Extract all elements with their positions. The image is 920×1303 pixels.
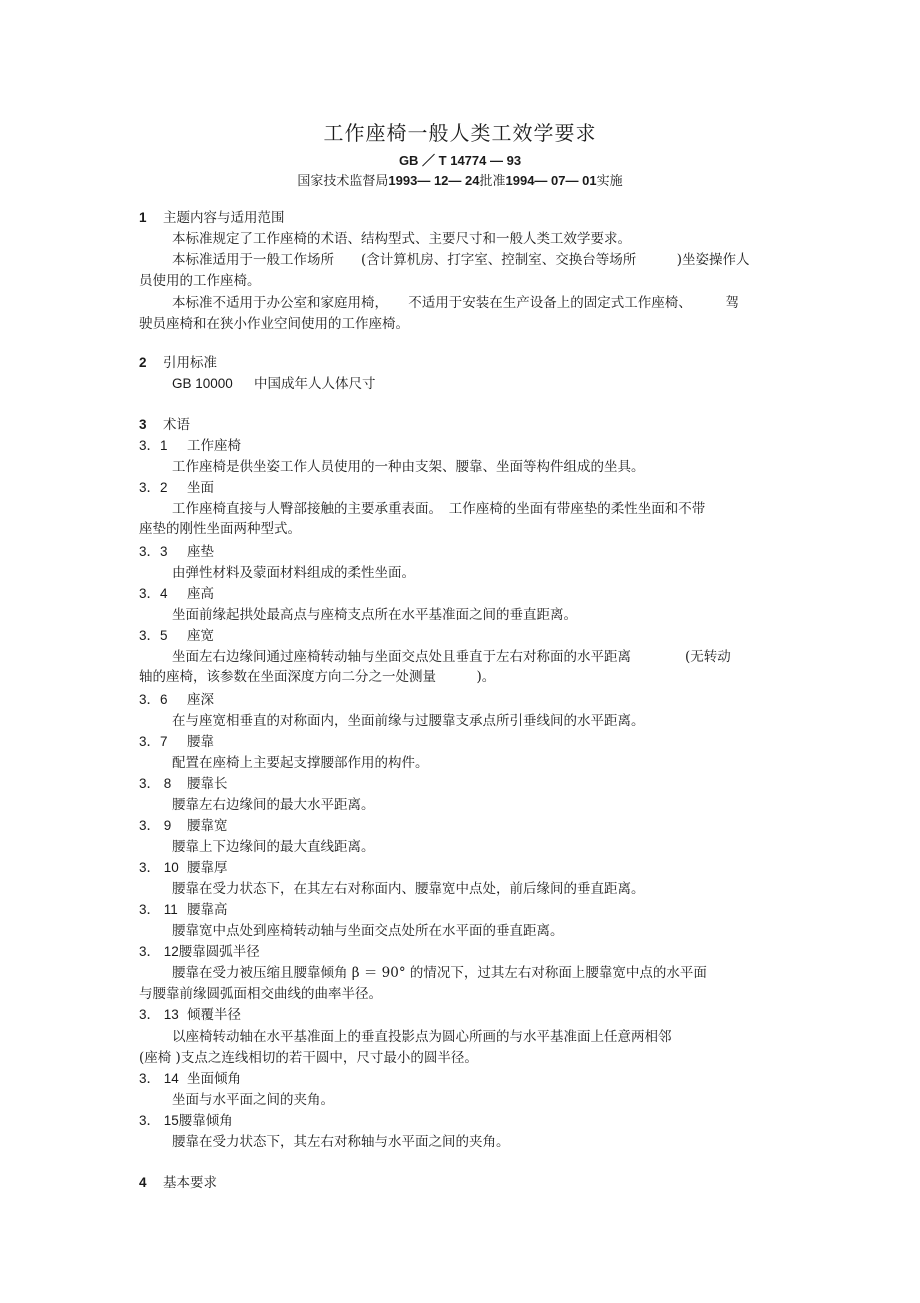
section-heading-1 [139,210,285,226]
reference-entry [172,376,376,392]
term-heading [139,438,241,454]
term-heading [139,734,214,750]
term-definition-continuation: 座垫的刚性坐面两种型式。 [139,521,301,537]
section-number: 4 [139,1175,147,1190]
section-number: 3 [139,417,147,432]
standard-code: GB ／ T 14774 — 93 [398,153,522,168]
section-heading-2 [139,355,217,371]
term-title: 腰靠圆弧半径 [178,944,260,960]
paragraph: 本标准规定了工作座椅的术语、结构型式、主要尺寸和一般人类工效学要求。 [172,231,631,247]
term-definition: 工作座椅是供坐姿工作人员使用的一种由支架、腰靠、坐面等构件组成的坐具。 [172,459,645,475]
section-title: 基本要求 [163,1175,217,1191]
term-definition: 腰靠在受力被压缩且腰靠倾角 β ＝ 90° 的情况下，过其左右对称面上腰靠宽中点的水平面 [172,965,707,981]
term-heading [139,1007,241,1023]
term-definition: 配置在座椅上主要起支撑腰部作用的构件。 [172,755,429,771]
term-number: 3．2 [139,480,168,495]
paragraph: 本标准适用于一般工作场所 (含计算机房、打字室、控制室、交换台等场所 )坐姿操作人 [172,252,750,268]
term-heading [139,818,228,834]
term-number: 3．6 [139,692,168,707]
reference-code: GB 10000 [172,376,233,391]
approval-line [0,170,920,189]
section-heading-4 [139,1175,217,1191]
term-title: 腰靠长 [187,776,228,792]
term-title: 腰靠宽 [187,818,228,834]
paragraph-continuation: 员使用的工作座椅。 [139,273,261,289]
term-title: 座垫 [187,544,214,560]
term-number: 3． 14 [139,1071,179,1086]
term-definition-continuation: 与腰靠前缘圆弧面相交曲线的曲率半径。 [139,986,382,1002]
term-heading [139,902,228,918]
term-title: 腰靠厚 [187,860,228,876]
term-definition: 由弹性材料及蒙面材料组成的柔性坐面。 [172,565,415,581]
effective-date: 1994— 07— 01 [505,173,597,188]
term-title: 腰靠倾角 [178,1113,233,1129]
term-heading [139,692,214,708]
term-definition: 坐面与水平面之间的夹角。 [172,1092,334,1108]
reference-title: 中国成年人人体尺寸 [254,376,376,392]
term-title: 腰靠高 [187,902,228,918]
term-title: 腰靠 [187,734,214,750]
section-title: 主题内容与适用范围 [163,210,285,226]
term-heading [139,1071,241,1087]
term-title: 座高 [187,586,214,602]
term-number: 3．3 [139,544,168,559]
term-heading [139,776,228,792]
term-definition: 腰靠在受力状态下，在其左右对称面内、腰靠宽中点处，前后缘间的垂直距离。 [172,881,645,897]
term-definition: 腰靠在受力状态下，其左右对称轴与水平面之间的夹角。 [172,1134,510,1150]
term-number: 3．5 [139,628,168,643]
section-title: 引用标准 [163,355,217,371]
term-title: 座宽 [187,628,214,644]
term-heading [139,860,228,876]
term-definition: 腰靠上下边缘间的最大直线距离。 [172,839,375,855]
term-number: 3． 11 [139,902,178,917]
term-number: 3． 8 [139,776,172,791]
section-number: 1 [139,210,147,225]
term-definition-continuation: (座椅 )支点之连线相切的若干圆中，尺寸最小的圆半径。 [139,1050,478,1066]
term-heading [139,586,214,602]
section-heading-3 [139,417,190,433]
term-heading [139,480,214,496]
term-heading [139,1113,233,1129]
approved-date: 1993— 12— 24 [388,173,480,188]
term-title: 坐面 [187,480,214,496]
term-number: 3．4 [139,586,168,601]
term-title: 坐面倾角 [187,1071,241,1087]
term-heading [139,944,260,960]
section-number: 2 [139,355,147,370]
term-number: 3． 13 [139,1007,179,1022]
term-number: 3．7 [139,734,168,749]
term-heading [139,544,214,560]
term-definition: 坐面前缘起拱处最高点与座椅支点所在水平基准面之间的垂直距离。 [172,607,577,623]
term-number: 3． 15 [139,1113,179,1128]
term-number: 3．1 [139,438,168,453]
term-definition: 在与座宽相垂直的对称面内，坐面前缘与过腰靠支承点所引垂线间的水平距离。 [172,713,645,729]
term-heading [139,628,214,644]
paragraph: 本标准不适用于办公室和家庭用椅， 不适用于安装在生产设备上的固定式工作座椅、 驾 [172,295,739,311]
term-definition-continuation: 轴的座椅，该参数在坐面深度方向二分之一处测量 )。 [139,669,496,685]
term-number: 3． 9 [139,818,172,833]
term-title: 工作座椅 [187,438,241,454]
document-title: 工作座椅一般人类工效学要求 [323,121,597,145]
term-definition: 以座椅转动轴在水平基准面上的垂直投影点为圆心所画的与水平基准面上任意两相邻 [172,1029,672,1045]
effective-word: 实施 [596,174,623,189]
term-definition: 坐面左右边缘间通过座椅转动轴与坐面交点处且垂直于左右对称面的水平距离 (无转动 [172,649,731,665]
section-title: 术语 [163,417,190,433]
approved-word: 批准 [479,174,506,189]
term-title: 倾覆半径 [187,1007,241,1023]
paragraph-continuation: 驶员座椅和在狭小作业空间使用的工作座椅。 [139,316,409,332]
term-number: 3． 12 [139,944,179,959]
term-title: 座深 [187,692,214,708]
term-definition: 工作座椅直接与人臀部接触的主要承重表面。 工作座椅的坐面有带座垫的柔性坐面和不带 [172,501,706,517]
term-number: 3． 10 [139,860,179,875]
term-definition: 腰靠宽中点处到座椅转动轴与坐面交点处所在水平面的垂直距离。 [172,923,564,939]
term-definition: 腰靠左右边缘间的最大水平距离。 [172,797,375,813]
approval-prefix: 国家技术监督局 [297,174,389,189]
